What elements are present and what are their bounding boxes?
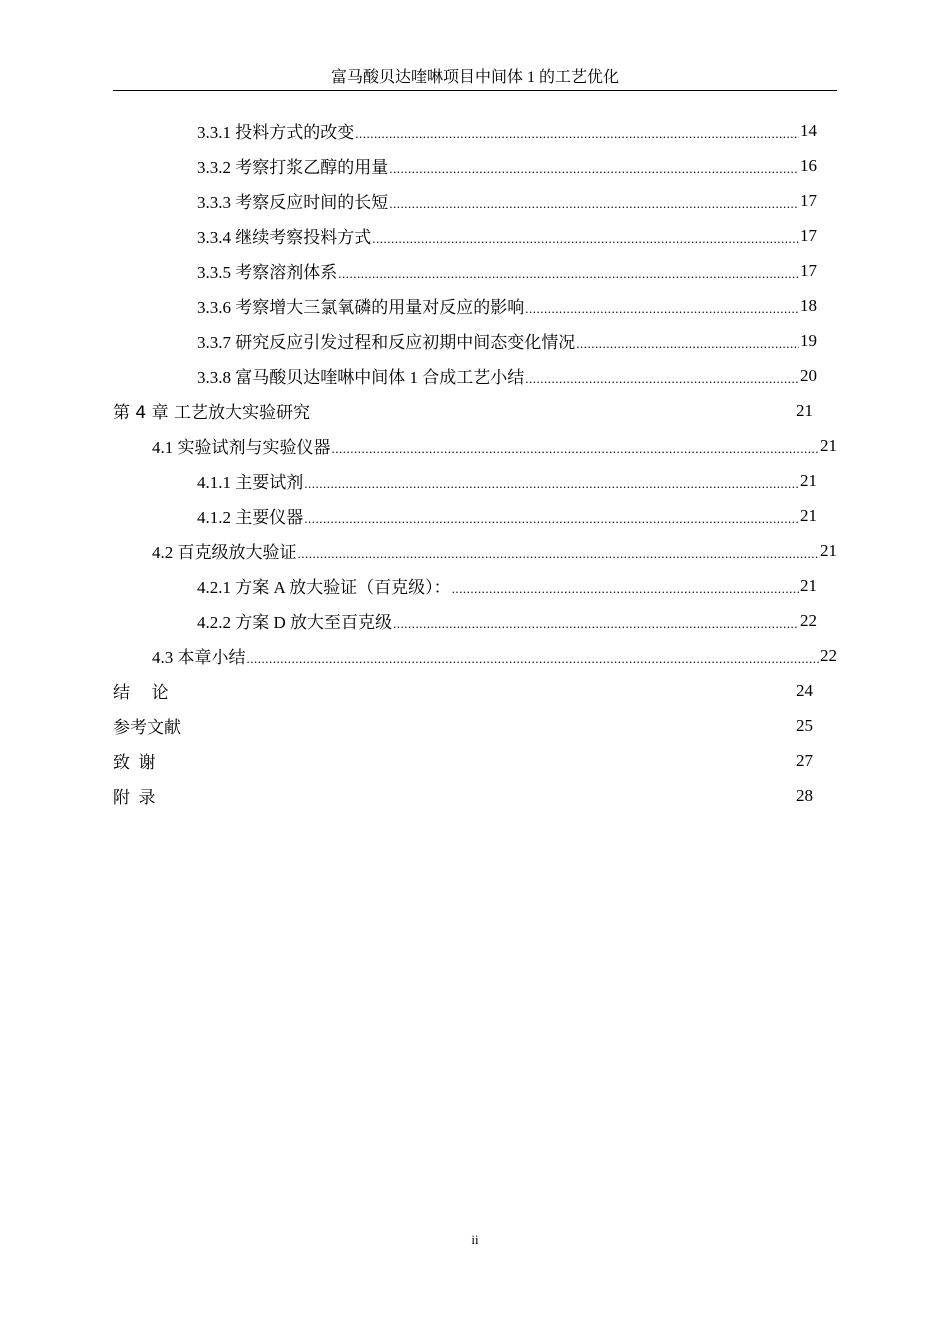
toc-entry-title: 3.3.7 研究反应引发过程和反应初期中间态变化情况 [197, 333, 576, 352]
toc-entry[interactable] [197, 253, 817, 288]
toc-entry[interactable] [152, 533, 837, 568]
toc-entry-page: 20 [800, 365, 817, 385]
toc-entry[interactable] [197, 323, 817, 358]
toc-entry[interactable] [197, 218, 817, 253]
toc-entry-page: 24 [796, 680, 813, 700]
toc-entry-page: 22 [820, 645, 837, 665]
toc-entry[interactable] [197, 113, 817, 148]
toc-entry-page: 21 [820, 435, 837, 455]
toc-entry-title: 3.3.4 继续考察投料方式 [197, 228, 372, 247]
toc-entry-title: 3.3.8 富马酸贝达喹啉中间体 1 合成工艺小结 [197, 368, 525, 387]
toc-entry-title: 第 4 章 工艺放大实验研究 [113, 403, 311, 423]
toc-entry[interactable] [152, 428, 837, 463]
toc-leader-dots [372, 228, 799, 248]
toc-entry-page: 18 [800, 295, 817, 315]
toc-entry-title: 3.3.1 投料方式的改变 [197, 123, 355, 142]
toc-entry-page: 22 [800, 610, 817, 630]
toc-entry-title: 4.2 百克级放大验证 [152, 543, 297, 562]
toc-entry-title: 4.1.1 主要试剂 [197, 473, 304, 492]
toc-entry-title: 3.3.5 考察溶剂体系 [197, 263, 338, 282]
toc-entry[interactable] [197, 498, 817, 533]
toc-entry-page: 21 [800, 505, 817, 525]
toc-entry[interactable] [152, 638, 837, 673]
toc-leader-dots [525, 298, 799, 318]
toc-entry-title: 4.1 实验试剂与实验仪器 [152, 438, 331, 457]
toc-leader-dots [389, 158, 799, 178]
toc-entry-title: 参考文献 [113, 718, 181, 738]
toc-chapter-entry[interactable] [113, 743, 813, 778]
toc-chapter-entry[interactable] [113, 393, 813, 428]
toc-leader-dots [304, 473, 799, 493]
toc-entry[interactable] [197, 463, 817, 498]
toc-chapter-entry[interactable] [113, 673, 813, 708]
toc-entry-title: 3.3.2 考察打浆乙醇的用量 [197, 158, 389, 177]
toc-entry-page: 19 [800, 330, 817, 350]
toc-entry-title: 4.1.2 主要仪器 [197, 508, 304, 527]
toc-entry-title: 结 论 [113, 683, 169, 703]
toc-leader-dots [576, 333, 799, 353]
toc-leader-dots [393, 613, 799, 633]
toc-entry-title: 3.3.3 考察反应时间的长短 [197, 193, 389, 212]
toc-entry-page: 14 [800, 120, 817, 140]
toc-entry[interactable] [197, 183, 817, 218]
toc-leader-dots [355, 123, 799, 143]
toc-entry-title: 3.3.6 考察增大三氯氧磷的用量对反应的影响 [197, 298, 525, 317]
toc-leader-dots [452, 578, 799, 598]
toc-entry-page: 25 [796, 715, 813, 735]
running-header: 富马酸贝达喹啉项目中间体 1 的工艺优化 [113, 66, 837, 91]
toc-leader-dots [247, 648, 820, 668]
toc-leader-dots [298, 543, 820, 563]
toc-chapter-entry[interactable] [113, 778, 813, 813]
toc-entry-title: 致 谢 [113, 753, 156, 772]
toc-entry-page: 21 [796, 400, 813, 420]
toc-entry-page: 21 [800, 575, 817, 595]
toc-leader-dots [304, 508, 799, 528]
toc-entry-page: 27 [796, 750, 813, 770]
toc-leader-dots [338, 263, 799, 283]
toc-entry[interactable] [197, 358, 817, 393]
toc-entry[interactable] [197, 288, 817, 323]
toc-entry-title: 附 录 [113, 788, 156, 807]
toc-entry-page: 28 [796, 785, 813, 805]
toc-leader-dots [332, 438, 820, 458]
toc-leader-dots [525, 368, 799, 388]
toc-chapter-entry[interactable] [113, 708, 813, 743]
toc-entry-page: 21 [800, 470, 817, 490]
toc-entry-title: 4.3 本章小结 [152, 648, 246, 667]
toc-entry-page: 17 [800, 225, 817, 245]
toc-entry[interactable] [197, 148, 817, 183]
toc-entry[interactable] [197, 603, 817, 638]
toc-entry-title: 4.2.1 方案 A 放大验证（百克级）： [197, 578, 451, 597]
toc-entry-title: 4.2.2 方案 D 放大至百克级 [197, 613, 393, 632]
toc-entry-page: 16 [800, 155, 817, 175]
toc-leader-dots [389, 193, 799, 213]
toc-entry-page: 17 [800, 190, 817, 210]
page-number: ii [471, 1232, 479, 1247]
toc-entry-page: 17 [800, 260, 817, 280]
toc-entry[interactable] [197, 568, 817, 603]
toc-entry-page: 21 [820, 540, 837, 560]
